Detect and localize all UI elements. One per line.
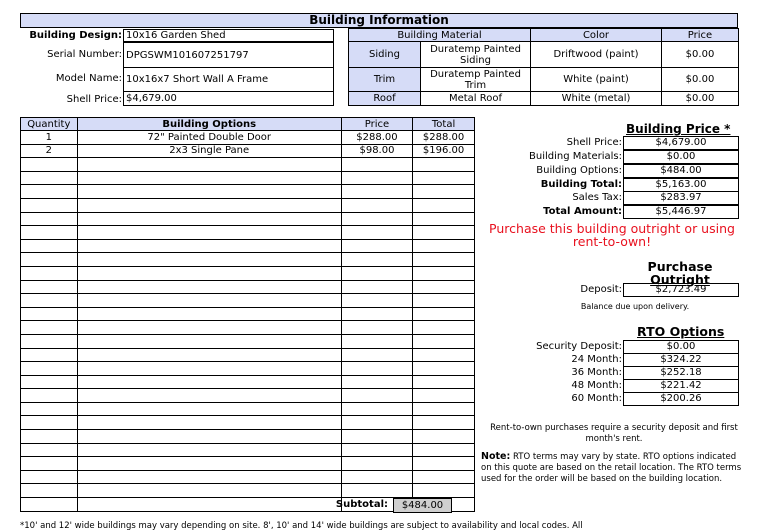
option-total — [413, 321, 475, 335]
option-quantity — [21, 280, 78, 294]
option-row-empty — [21, 470, 475, 484]
option-row-empty — [21, 280, 475, 294]
rto-note-text: RTO terms may vary by state. RTO options indicated on this quote are based on the retail location. The RTO terms used for the order will be based on the building location. — [481, 452, 742, 484]
option-quantity — [21, 348, 78, 362]
option-row-empty — [21, 416, 475, 430]
option-row-empty — [21, 443, 475, 457]
material-part-roof: Roof — [348, 91, 421, 106]
option-price — [341, 470, 412, 484]
option-quantity — [21, 484, 78, 498]
rto-note-label: Note: — [481, 451, 511, 462]
option-name — [77, 226, 341, 240]
option-total — [413, 402, 475, 416]
promo-text: Purchase this building outright or using rent-to-own! — [489, 221, 735, 249]
option-name — [77, 389, 341, 403]
bp-shell-label: Shell Price: — [566, 137, 622, 148]
material-color: Driftwood (paint) — [530, 41, 662, 68]
bp-tax-label: Sales Tax: — [572, 192, 622, 203]
subtotal-value: $484.00 — [393, 498, 452, 513]
option-price — [341, 280, 412, 294]
serial-label: Serial Number: — [47, 49, 122, 60]
option-row-empty — [21, 484, 475, 498]
option-row-empty — [21, 307, 475, 321]
option-price — [341, 212, 412, 226]
option-row-empty — [21, 375, 475, 389]
option-price — [341, 362, 412, 376]
option-name — [77, 334, 341, 348]
option-row-empty — [21, 389, 475, 403]
outright-deposit-label: Deposit: — [580, 284, 622, 295]
option-quantity: 1 — [21, 131, 78, 145]
option-row-empty — [21, 266, 475, 280]
option-name — [77, 416, 341, 430]
rto-48-label: 48 Month: — [571, 380, 622, 391]
option-row-empty — [21, 185, 475, 199]
option-price — [341, 266, 412, 280]
subtotal-label: Subtotal: — [335, 499, 388, 510]
outright-title-line2: Outright — [650, 272, 710, 287]
rto-security-value: $0.00 — [623, 340, 739, 354]
material-part-trim: Trim — [348, 67, 421, 92]
option-total — [413, 198, 475, 212]
option-row-empty — [21, 457, 475, 471]
outright-title-line1: Purchase — [647, 259, 713, 274]
option-name — [77, 443, 341, 457]
option-total — [413, 212, 475, 226]
option-quantity — [21, 443, 78, 457]
option-total — [413, 457, 475, 471]
option-quantity — [21, 470, 78, 484]
options-price-header: Price — [341, 118, 412, 131]
option-name — [77, 198, 341, 212]
option-price — [341, 402, 412, 416]
bp-amount-value: $5,446.97 — [623, 205, 739, 219]
option-total — [413, 484, 475, 498]
option-quantity — [21, 212, 78, 226]
option-price — [341, 484, 412, 498]
option-price — [341, 307, 412, 321]
option-price — [341, 443, 412, 457]
option-price — [341, 430, 412, 444]
material-name: Metal Roof — [420, 91, 531, 106]
bp-amount-label: Total Amount: — [543, 206, 622, 217]
option-name — [77, 171, 341, 185]
option-row-empty — [21, 402, 475, 416]
material-name: Duratemp Painted Siding — [420, 41, 531, 68]
building-price-title: Building Price * — [626, 122, 731, 136]
option-row-empty — [21, 253, 475, 267]
option-total — [413, 375, 475, 389]
option-total — [413, 185, 475, 199]
option-row-empty — [21, 212, 475, 226]
rto-60-value: $200.26 — [623, 392, 739, 406]
option-quantity — [21, 375, 78, 389]
option-row-empty — [21, 226, 475, 240]
material-name: Duratemp Painted Trim — [420, 67, 531, 92]
option-name — [77, 470, 341, 484]
option-quantity — [21, 334, 78, 348]
option-total — [413, 158, 475, 172]
option-name — [77, 430, 341, 444]
option-row-empty — [21, 348, 475, 362]
option-price — [341, 334, 412, 348]
option-total — [413, 334, 475, 348]
option-price — [341, 198, 412, 212]
bp-total-label: Building Total: — [540, 179, 622, 190]
option-name: 72" Painted Double Door — [77, 131, 341, 145]
option-total — [413, 443, 475, 457]
footer-disclaimer: *10' and 12' wide buildings may vary depending on site. 8', 10' and 14' wide buildings are subject to availability and local codes. All — [20, 521, 583, 531]
option-quantity — [21, 416, 78, 430]
option-name — [77, 457, 341, 471]
option-price — [341, 253, 412, 267]
material-part-siding: Siding — [348, 41, 421, 68]
option-price: $98.00 — [341, 144, 412, 158]
option-row-empty — [21, 430, 475, 444]
bp-tax-value: $283.97 — [623, 191, 739, 205]
option-price — [341, 226, 412, 240]
options-header-row — [21, 118, 475, 131]
option-total — [413, 280, 475, 294]
material-color: White (metal) — [530, 91, 662, 106]
option-name: 2x3 Single Pane — [77, 144, 341, 158]
option-quantity — [21, 402, 78, 416]
option-total: $196.00 — [413, 144, 475, 158]
option-price — [341, 171, 412, 185]
option-quantity — [21, 457, 78, 471]
bp-materials-label: Building Materials: — [529, 151, 622, 162]
bp-total-value: $5,163.00 — [623, 178, 739, 192]
option-name — [77, 307, 341, 321]
option-name — [77, 253, 341, 267]
building-information-header — [20, 13, 738, 28]
option-name — [77, 185, 341, 199]
option-name — [77, 212, 341, 226]
option-quantity — [21, 389, 78, 403]
option-row — [21, 144, 475, 158]
options-name-header: Building Options — [77, 118, 341, 131]
option-price — [341, 158, 412, 172]
option-quantity — [21, 158, 78, 172]
option-quantity — [21, 198, 78, 212]
option-total — [413, 307, 475, 321]
option-row-empty — [21, 294, 475, 308]
option-price — [341, 185, 412, 199]
rto-note — [481, 451, 747, 485]
rto-24-label: 24 Month: — [571, 354, 622, 365]
option-quantity — [21, 430, 78, 444]
rto-60-label: 60 Month: — [571, 393, 622, 404]
material-price: $0.00 — [661, 67, 739, 92]
option-quantity — [21, 226, 78, 240]
option-quantity — [21, 362, 78, 376]
option-name — [77, 375, 341, 389]
option-price — [341, 348, 412, 362]
option-quantity — [21, 266, 78, 280]
shell-value: $4,679.00 — [123, 91, 334, 106]
option-total — [413, 239, 475, 253]
material-price: $0.00 — [661, 91, 739, 106]
option-row-empty — [21, 198, 475, 212]
bp-options-value: $484.00 — [623, 164, 739, 178]
option-quantity: 2 — [21, 144, 78, 158]
rto-24-value: $324.22 — [623, 353, 739, 367]
option-quantity — [21, 185, 78, 199]
bp-materials-value: $0.00 — [623, 150, 739, 164]
option-price — [341, 375, 412, 389]
material-price: $0.00 — [661, 41, 739, 68]
option-total — [413, 389, 475, 403]
option-row — [21, 131, 475, 145]
option-row-empty — [21, 239, 475, 253]
option-price — [341, 321, 412, 335]
option-quantity — [21, 307, 78, 321]
header-title: Building Information — [309, 13, 449, 27]
model-value: 10x16x7 Short Wall A Frame — [123, 67, 334, 92]
option-total — [413, 266, 475, 280]
option-name — [77, 239, 341, 253]
option-quantity — [21, 171, 78, 185]
option-name — [77, 362, 341, 376]
serial-value: DPGSWM101607251797 — [123, 42, 334, 68]
quantity-header: Quantity — [21, 118, 78, 131]
option-total — [413, 294, 475, 308]
bp-options-label: Building Options: — [536, 165, 622, 176]
option-price — [341, 294, 412, 308]
option-row-empty — [21, 158, 475, 172]
building-options-table — [20, 117, 475, 512]
options-total-header: Total — [413, 118, 475, 131]
option-name — [77, 348, 341, 362]
option-total — [413, 362, 475, 376]
option-name — [77, 280, 341, 294]
material-color: White (paint) — [530, 67, 662, 92]
option-total — [413, 226, 475, 240]
option-row-empty — [21, 321, 475, 335]
rto-48-value: $221.42 — [623, 379, 739, 393]
material-header: Building Material — [348, 28, 531, 42]
outright-deposit-value: $2,723.49 — [623, 283, 739, 297]
option-name — [77, 321, 341, 335]
option-price — [341, 457, 412, 471]
option-total — [413, 253, 475, 267]
option-total: $288.00 — [413, 131, 475, 145]
model-label: Model Name: — [55, 73, 122, 84]
outright-note: Balance due upon delivery. — [580, 302, 690, 311]
option-name — [77, 402, 341, 416]
design-label: Building Design: — [29, 30, 122, 41]
option-row-empty — [21, 334, 475, 348]
option-price — [341, 416, 412, 430]
option-price: $288.00 — [341, 131, 412, 145]
color-header: Color — [530, 28, 662, 42]
option-price — [341, 239, 412, 253]
option-total — [413, 470, 475, 484]
design-value: 10x16 Garden Shed — [123, 29, 334, 42]
option-name — [77, 266, 341, 280]
option-quantity — [21, 239, 78, 253]
rto-title: RTO Options — [637, 324, 725, 339]
rto-security-label: Security Deposit: — [536, 341, 622, 352]
rto-36-label: 36 Month: — [571, 367, 622, 378]
option-quantity — [21, 498, 78, 512]
option-total — [413, 171, 475, 185]
option-total — [413, 348, 475, 362]
option-price — [341, 389, 412, 403]
option-total — [413, 430, 475, 444]
option-name — [77, 484, 341, 498]
shell-label: Shell Price: — [66, 94, 122, 105]
price-header: Price — [661, 28, 739, 42]
option-quantity — [21, 321, 78, 335]
rto-36-value: $252.18 — [623, 366, 739, 380]
option-name — [77, 294, 341, 308]
option-total — [413, 416, 475, 430]
option-name — [77, 158, 341, 172]
option-quantity — [21, 253, 78, 267]
option-quantity — [21, 294, 78, 308]
rto-requirement: Rent-to-own purchases require a security deposit and first month's rent. — [490, 423, 738, 444]
option-row-empty — [21, 171, 475, 185]
option-row-empty — [21, 362, 475, 376]
bp-shell-value: $4,679.00 — [623, 136, 739, 150]
